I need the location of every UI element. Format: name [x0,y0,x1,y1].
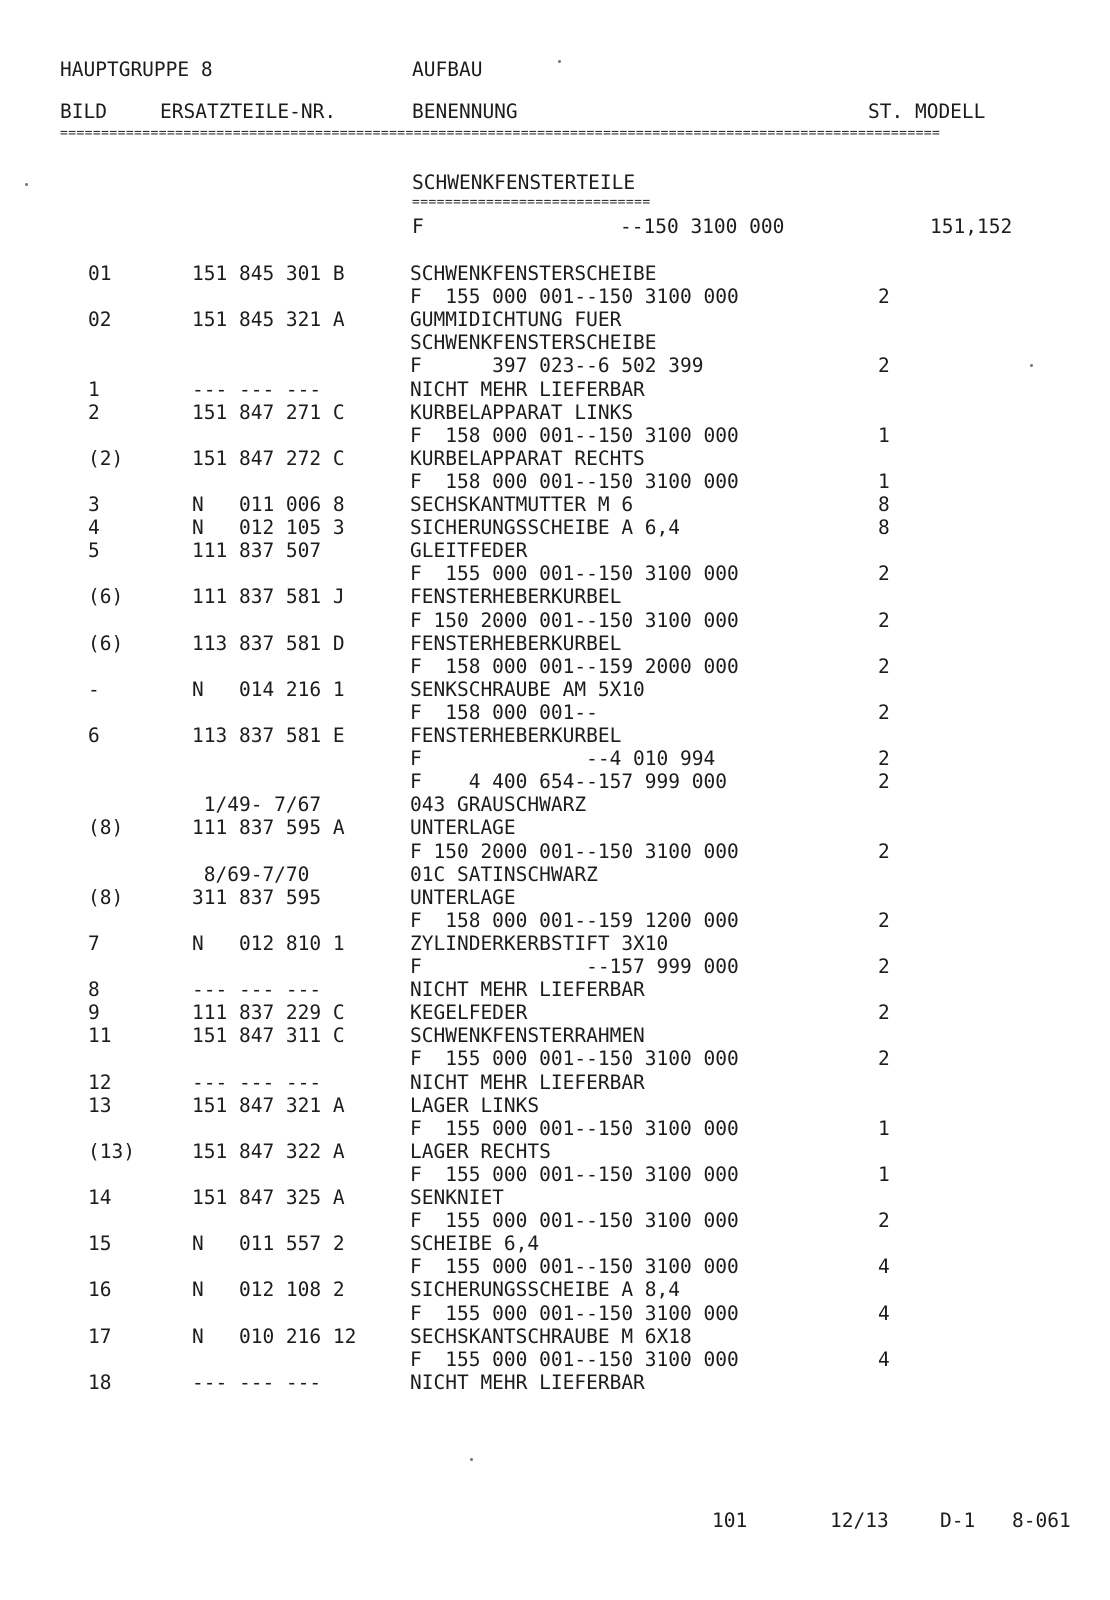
line-description: UNTERLAGE [410,886,516,909]
line-quantity: 4 [878,1348,890,1371]
line-part-number: N 012 810 1 [192,932,345,955]
line-part-number: --- --- --- [192,978,322,1001]
line-figure-ref: (13) [88,1140,135,1163]
line-description: F 155 000 001--150 3100 000 [410,562,739,585]
line-description: F 155 000 001--150 3100 000 [410,1163,739,1186]
line-figure-ref: 6 [88,724,100,747]
line-description: F 158 000 001-- [410,701,598,724]
line-figure-ref: 1 [88,378,100,401]
column-header-bild: BILD [60,100,107,123]
scan-speck [25,183,28,186]
line-quantity: 2 [878,1209,890,1232]
line-quantity: 2 [878,1047,890,1070]
line-description: F --4 010 994 [410,747,716,770]
line-quantity: 2 [878,840,890,863]
line-description: NICHT MEHR LIEFERBAR [410,1071,645,1094]
line-description: FENSTERHEBERKURBEL [410,585,622,608]
line-description: SICHERUNGSSCHEIBE A 8,4 [410,1278,681,1301]
catalog-page-code: 8-061 [1012,1509,1071,1532]
line-part-number: 111 837 595 A [192,816,345,839]
line-description: SECHSKANTSCHRAUBE M 6X18 [410,1325,692,1348]
main-group-label: HAUPTGRUPPE 8 [60,58,213,81]
line-description: SCHEIBE 6,4 [410,1232,540,1255]
line-part-number: 8/69-7/70 [192,863,310,886]
line-quantity: 8 [878,516,890,539]
line-figure-ref: 15 [88,1232,112,1255]
column-header-description: BENENNUNG [412,100,518,123]
line-description: F 155 000 001--150 3100 000 [410,1255,739,1278]
scan-speck [470,1458,473,1461]
line-description: NICHT MEHR LIEFERBAR [410,978,645,1001]
line-quantity: 2 [878,354,890,377]
sheet-index: 12/13 [830,1509,889,1532]
line-figure-ref: 3 [88,493,100,516]
line-quantity: 2 [878,655,890,678]
line-description: 043 GRAUSCHWARZ [410,793,587,816]
line-part-number: 113 837 581 E [192,724,345,747]
line-quantity: 2 [878,285,890,308]
line-figure-ref: 11 [88,1024,112,1047]
line-description: F 155 000 001--150 3100 000 [410,1348,739,1371]
line-description: 01C SATINSCHWARZ [410,863,598,886]
column-header-qty-model: ST. MODELL [868,100,986,123]
line-figure-ref: (8) [88,886,124,909]
line-description: SENKSCHRAUBE AM 5X10 [410,678,645,701]
line-quantity: 4 [878,1255,890,1278]
line-description: UNTERLAGE [410,816,516,839]
line-description: KURBELAPPARAT LINKS [410,401,634,424]
line-quantity: 2 [878,770,890,793]
line-part-number: N 011 006 8 [192,493,345,516]
line-description: SCHWENKFENSTERSCHEIBE [410,262,657,285]
line-description: F 155 000 001--150 3100 000 [410,285,739,308]
line-figure-ref: 16 [88,1278,112,1301]
line-description: F 155 000 001--150 3100 000 [410,1047,739,1070]
line-description: F 158 000 001--150 3100 000 [410,470,739,493]
line-figure-ref: 8 [88,978,100,1001]
scan-speck [1030,364,1033,367]
line-figure-ref: (6) [88,632,124,655]
line-description: F 4 400 654--157 999 000 [410,770,727,793]
line-part-number: 151 847 325 A [192,1186,345,1209]
column-header-part-number: ERSATZTEILE-NR. [160,100,337,123]
line-part-number: 113 837 581 D [192,632,345,655]
line-description: SCHWENKFENSTERRAHMEN [410,1024,645,1047]
scan-speck [558,60,561,63]
line-description: GLEITFEDER [410,539,528,562]
line-description: F 397 023--6 502 399 [410,354,704,377]
line-description: SCHWENKFENSTERSCHEIBE [410,331,657,354]
line-part-number: 151 847 311 C [192,1024,345,1047]
line-part-number: 151 847 322 A [192,1140,345,1163]
line-part-number: N 011 557 2 [192,1232,345,1255]
line-description: SENKNIET [410,1186,504,1209]
line-description: NICHT MEHR LIEFERBAR [410,378,645,401]
line-part-number: 111 837 229 C [192,1001,345,1024]
section-chassis-prefix: F [412,215,424,238]
line-description: F 158 000 001--159 1200 000 [410,909,739,932]
line-part-number: 111 837 581 J [192,585,345,608]
line-part-number: 151 847 321 A [192,1094,345,1117]
line-description: F --157 999 000 [410,955,739,978]
line-description: KURBELAPPARAT RECHTS [410,447,645,470]
line-part-number: --- --- --- [192,1071,322,1094]
line-figure-ref: 01 [88,262,112,285]
line-description: F 158 000 001--150 3100 000 [410,424,739,447]
line-description: F 150 2000 001--150 3100 000 [410,840,739,863]
line-part-number: 151 847 272 C [192,447,345,470]
line-description: GUMMIDICHTUNG FUER [410,308,622,331]
section-chassis-range: --150 3100 000 [620,215,785,238]
line-figure-ref: 17 [88,1325,112,1348]
line-part-number: 151 847 271 C [192,401,345,424]
line-part-number: --- --- --- [192,378,322,401]
line-description: LAGER RECHTS [410,1140,551,1163]
line-part-number: 1/49- 7/67 [192,793,322,816]
line-quantity: 4 [878,1302,890,1325]
line-part-number: --- --- --- [192,1371,322,1394]
line-quantity: 2 [878,1001,890,1024]
page-number: 101 [712,1509,748,1532]
line-description: NICHT MEHR LIEFERBAR [410,1371,645,1394]
line-description: F 158 000 001--159 2000 000 [410,655,739,678]
line-figure-ref: 18 [88,1371,112,1394]
section-title: SCHWENKFENSTERTEILE [412,171,636,194]
line-quantity: 2 [878,609,890,632]
line-quantity: 1 [878,1117,890,1140]
line-quantity: 8 [878,493,890,516]
line-figure-ref: 02 [88,308,112,331]
line-part-number: 111 837 507 [192,539,322,562]
line-part-number: 151 845 301 B [192,262,345,285]
line-figure-ref: 4 [88,516,100,539]
line-description: KEGELFEDER [410,1001,528,1024]
line-part-number: N 012 105 3 [192,516,345,539]
line-description: SICHERUNGSSCHEIBE A 6,4 [410,516,681,539]
line-description: FENSTERHEBERKURBEL [410,632,622,655]
line-quantity: 1 [878,1163,890,1186]
section-title-underline: ============================= [412,196,651,209]
line-figure-ref: 13 [88,1094,112,1117]
line-quantity: 2 [878,701,890,724]
line-figure-ref: (6) [88,585,124,608]
line-description: F 155 000 001--150 3100 000 [410,1302,739,1325]
line-quantity: 1 [878,470,890,493]
line-description: SECHSKANTMUTTER M 6 [410,493,634,516]
line-description: F 155 000 001--150 3100 000 [410,1117,739,1140]
line-figure-ref: (2) [88,447,124,470]
line-figure-ref: 14 [88,1186,112,1209]
line-figure-ref: 7 [88,932,100,955]
header-double-rule: =========================================================================================================== [60,127,941,140]
line-description: F 150 2000 001--150 3100 000 [410,609,739,632]
line-quantity: 2 [878,909,890,932]
line-part-number: N 010 216 12 [192,1325,357,1348]
line-figure-ref: (8) [88,816,124,839]
section-name: AUFBAU [412,58,483,81]
line-description: ZYLINDERKERBSTIFT 3X10 [410,932,669,955]
line-figure-ref: 2 [88,401,100,424]
line-quantity: 1 [878,424,890,447]
section-models: 151,152 [930,215,1013,238]
line-part-number: 151 845 321 A [192,308,345,331]
line-part-number: N 014 216 1 [192,678,345,701]
line-description: LAGER LINKS [410,1094,540,1117]
line-figure-ref: - [88,678,100,701]
catalog-code: D-1 [940,1509,976,1532]
line-quantity: 2 [878,955,890,978]
line-figure-ref: 9 [88,1001,100,1024]
line-quantity: 2 [878,562,890,585]
line-figure-ref: 5 [88,539,100,562]
line-quantity: 2 [878,747,890,770]
line-description: F 155 000 001--150 3100 000 [410,1209,739,1232]
line-part-number: N 012 108 2 [192,1278,345,1301]
line-description: FENSTERHEBERKURBEL [410,724,622,747]
line-part-number: 311 837 595 [192,886,322,909]
line-figure-ref: 12 [88,1071,112,1094]
